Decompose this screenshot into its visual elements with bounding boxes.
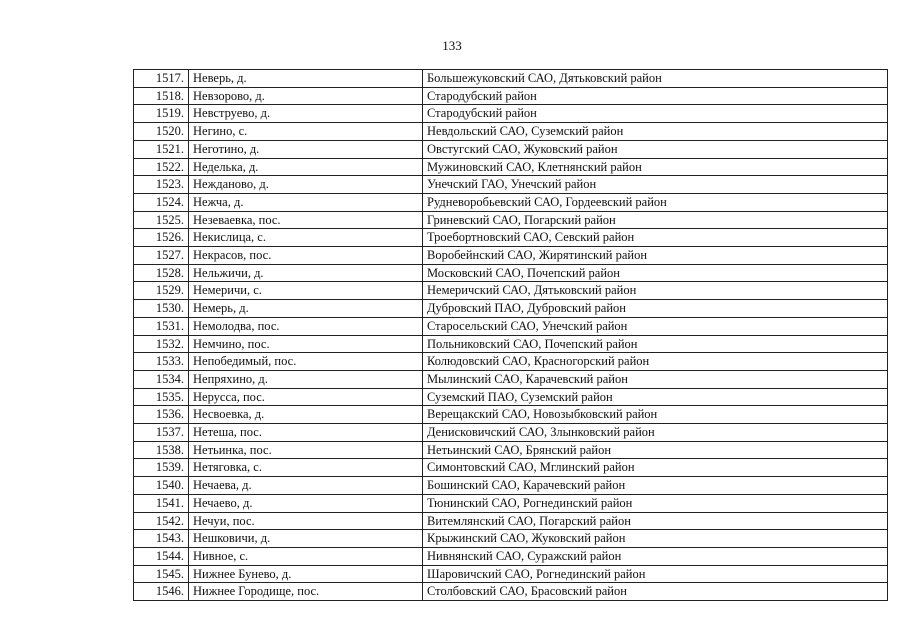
district-name: Бошинский САО, Карачевский район — [423, 477, 888, 495]
row-number: 1527. — [134, 247, 189, 265]
settlement-name: Нивное, с. — [189, 547, 423, 565]
table-row — [134, 547, 888, 565]
district-name: Старосельский САО, Унечский район — [423, 317, 888, 335]
district-name: Московский САО, Почепский район — [423, 264, 888, 282]
row-number: 1529. — [134, 282, 189, 300]
row-number: 1530. — [134, 300, 189, 318]
row-number: 1532. — [134, 335, 189, 353]
settlement-name: Нежданово, д. — [189, 176, 423, 194]
row-number: 1537. — [134, 424, 189, 442]
row-number: 1524. — [134, 193, 189, 211]
district-name: Стародубский район — [423, 105, 888, 123]
row-number: 1541. — [134, 494, 189, 512]
table-row — [134, 494, 888, 512]
row-number: 1535. — [134, 388, 189, 406]
row-number: 1528. — [134, 264, 189, 282]
district-name: Столбовский САО, Брасовский район — [423, 583, 888, 601]
district-name: Денисковичский САО, Злынковский район — [423, 424, 888, 442]
settlement-name: Невструево, д. — [189, 105, 423, 123]
settlement-name: Нежча, д. — [189, 193, 423, 211]
settlement-name: Нешковичи, д. — [189, 530, 423, 548]
settlement-name: Нетяговка, с. — [189, 459, 423, 477]
table-row — [134, 300, 888, 318]
table-row — [134, 406, 888, 424]
settlement-name: Непобедимый, пос. — [189, 353, 423, 371]
table-row — [134, 70, 888, 88]
settlement-name: Некрасов, пос. — [189, 247, 423, 265]
table-row — [134, 353, 888, 371]
district-name: Симонтовский САО, Мглинский район — [423, 459, 888, 477]
table-row — [134, 370, 888, 388]
settlement-name: Незеваевка, пос. — [189, 211, 423, 229]
district-name: Унечский ГАО, Унечский район — [423, 176, 888, 194]
row-number: 1544. — [134, 547, 189, 565]
row-number: 1521. — [134, 140, 189, 158]
table-row — [134, 140, 888, 158]
settlement-name: Нечуи, пос. — [189, 512, 423, 530]
district-name: Витемлянский САО, Погарский район — [423, 512, 888, 530]
settlement-name: Непряхино, д. — [189, 370, 423, 388]
settlement-name: Неделька, д. — [189, 158, 423, 176]
table-row — [134, 229, 888, 247]
table-row — [134, 282, 888, 300]
settlement-name: Нельжичи, д. — [189, 264, 423, 282]
settlement-name: Негино, с. — [189, 123, 423, 141]
district-name: Польниковский САО, Почепский район — [423, 335, 888, 353]
settlement-name: Невзорово, д. — [189, 87, 423, 105]
settlement-name: Немеричи, с. — [189, 282, 423, 300]
settlement-name: Нечаево, д. — [189, 494, 423, 512]
district-name: Немеричский САО, Дятьковский район — [423, 282, 888, 300]
settlement-name: Немерь, д. — [189, 300, 423, 318]
table-row — [134, 388, 888, 406]
settlement-name: Нетеша, пос. — [189, 424, 423, 442]
settlement-name: Нижнее Бунево, д. — [189, 565, 423, 583]
row-number: 1534. — [134, 370, 189, 388]
district-name: Суземский ПАО, Суземский район — [423, 388, 888, 406]
table-row — [134, 441, 888, 459]
district-name: Мужиновский САО, Клетнянский район — [423, 158, 888, 176]
district-name: Большежуковский САО, Дятьковский район — [423, 70, 888, 88]
district-name: Рудневоробьевский САО, Гордеевский район — [423, 193, 888, 211]
table-row — [134, 176, 888, 194]
row-number: 1525. — [134, 211, 189, 229]
table-row — [134, 105, 888, 123]
district-name: Воробейнский САО, Жирятинский район — [423, 247, 888, 265]
row-number: 1542. — [134, 512, 189, 530]
settlement-table — [133, 69, 888, 601]
row-number: 1522. — [134, 158, 189, 176]
settlement-name: Нерусса, пос. — [189, 388, 423, 406]
table-row — [134, 158, 888, 176]
settlement-name: Некислица, с. — [189, 229, 423, 247]
row-number: 1545. — [134, 565, 189, 583]
row-number: 1531. — [134, 317, 189, 335]
district-name: Нивнянский САО, Суражский район — [423, 547, 888, 565]
table-row — [134, 193, 888, 211]
district-name: Нетьинский САО, Брянский район — [423, 441, 888, 459]
row-number: 1543. — [134, 530, 189, 548]
table-row — [134, 565, 888, 583]
district-name: Овстугский САО, Жуковский район — [423, 140, 888, 158]
table-row — [134, 87, 888, 105]
row-number: 1539. — [134, 459, 189, 477]
settlement-name: Неготино, д. — [189, 140, 423, 158]
district-name: Тюнинский САО, Рогнединский район — [423, 494, 888, 512]
row-number: 1538. — [134, 441, 189, 459]
table-row — [134, 247, 888, 265]
district-name: Колюдовский САО, Красногорский район — [423, 353, 888, 371]
table-row — [134, 583, 888, 601]
row-number: 1523. — [134, 176, 189, 194]
settlement-name: Неверь, д. — [189, 70, 423, 88]
table-row — [134, 264, 888, 282]
row-number: 1536. — [134, 406, 189, 424]
table-row — [134, 424, 888, 442]
settlement-name: Немолодва, пос. — [189, 317, 423, 335]
district-name: Мылинский САО, Карачевский район — [423, 370, 888, 388]
row-number: 1520. — [134, 123, 189, 141]
page-number: 133 — [442, 38, 462, 53]
settlement-name: Нетьинка, пос. — [189, 441, 423, 459]
row-number: 1533. — [134, 353, 189, 371]
row-number: 1518. — [134, 87, 189, 105]
district-name: Невдольский САО, Суземский район — [423, 123, 888, 141]
table-row — [134, 459, 888, 477]
table-row — [134, 123, 888, 141]
settlement-name: Несвоевка, д. — [189, 406, 423, 424]
table-row — [134, 512, 888, 530]
settlement-name: Нечаева, д. — [189, 477, 423, 495]
row-number: 1546. — [134, 583, 189, 601]
district-name: Крыжинский САО, Жуковский район — [423, 530, 888, 548]
table-row — [134, 477, 888, 495]
settlement-table-body — [134, 70, 888, 601]
table-row — [134, 335, 888, 353]
table-row — [134, 211, 888, 229]
row-number: 1517. — [134, 70, 189, 88]
district-name: Дубровский ПАО, Дубровский район — [423, 300, 888, 318]
table-row — [134, 317, 888, 335]
district-name: Гриневский САО, Погарский район — [423, 211, 888, 229]
table-row — [134, 530, 888, 548]
row-number: 1526. — [134, 229, 189, 247]
settlement-name: Нижнее Городище, пос. — [189, 583, 423, 601]
district-name: Троебортновский САО, Севский район — [423, 229, 888, 247]
district-name: Стародубский район — [423, 87, 888, 105]
row-number: 1540. — [134, 477, 189, 495]
row-number: 1519. — [134, 105, 189, 123]
settlement-name: Немчино, пос. — [189, 335, 423, 353]
district-name: Верещакский САО, Новозыбковский район — [423, 406, 888, 424]
district-name: Шаровичский САО, Рогнединский район — [423, 565, 888, 583]
